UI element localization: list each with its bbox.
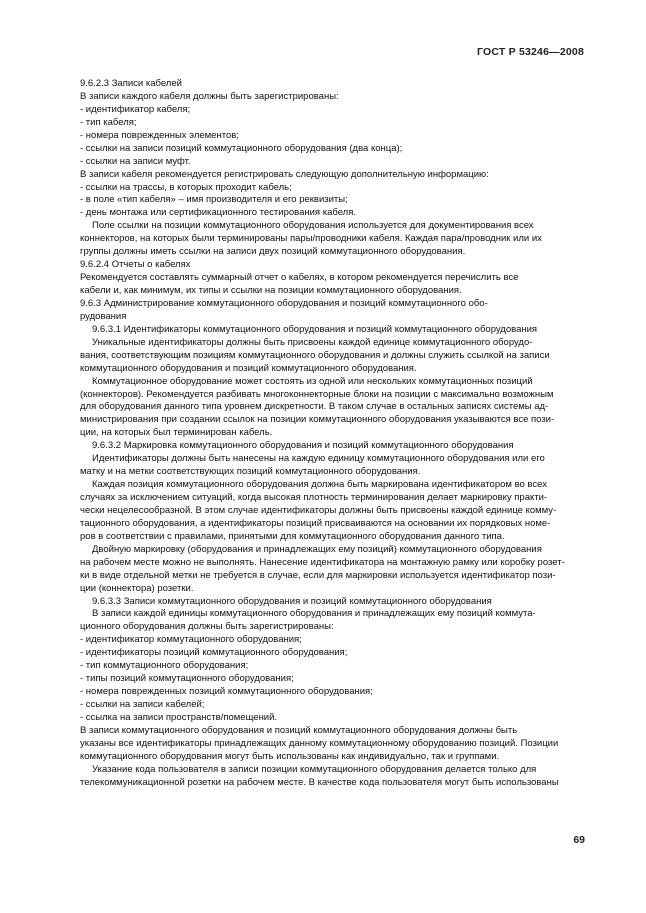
text-line: - ссылки на записи муфт. bbox=[80, 155, 191, 167]
text-line: - тип коммутационного оборудования; bbox=[80, 660, 249, 672]
page-number: 69 bbox=[573, 834, 585, 846]
text-line: - идентификаторы позиций коммутационного оборудования; bbox=[80, 647, 348, 659]
text-line: - тип кабеля; bbox=[80, 116, 137, 128]
text-line: В записи каждой единицы коммутационного оборудования и принадлежащих ему позиций коммута- bbox=[92, 608, 536, 620]
text-line: 9.6.3.2 Маркировка коммутационного оборудования и позиций коммутационного оборудования bbox=[92, 440, 514, 452]
text-line: - номера поврежденных элементов; bbox=[80, 129, 239, 141]
text-line: - ссылки на записи позиций коммутационного оборудования (два конца); bbox=[80, 142, 403, 154]
text-line: Поле ссылки на позиции коммутационного оборудования используется для документирования всех bbox=[92, 220, 534, 232]
text-line: вания, соответствующим позициям коммутационного оборудования и должны служить ссылкой на записи bbox=[80, 349, 550, 361]
text-line: 9.6.2.3 Записи кабелей bbox=[80, 78, 182, 89]
text-line: случаях за исключением ситуаций, когда высокая плотность терминирования делает маркировку практи- bbox=[80, 492, 548, 503]
text-line: Каждая позиция коммутационного оборудования должна быть маркирована идентификатором во всех bbox=[92, 479, 547, 491]
text-line: - ссылка на записи пространств/помещений. bbox=[80, 711, 278, 723]
text-line: (коннекторов). Рекомендуется разбивать многоконнекторные блоки на позиции с максимально возможным bbox=[80, 388, 554, 400]
text-line: для оборудования данного типа уровнем дискретности. В таком случае в остальных записях системы ад- bbox=[80, 401, 549, 413]
text-line: - ссылки на записи кабелей; bbox=[80, 699, 205, 710]
text-line: В записи коммутационного оборудования и позиций коммутационного оборудования должны быть bbox=[80, 724, 518, 736]
text-line: ции, на которых был терминирован кабель. bbox=[80, 427, 273, 439]
text-line: Коммутационное оборудование может состоять из одной или нескольких коммутационных позиций bbox=[92, 375, 533, 387]
text-line: - в поле «тип кабеля» – имя производителя и его реквизиты; bbox=[80, 194, 348, 206]
text-line: - идентификатор коммутационного оборудования; bbox=[80, 634, 302, 646]
text-line: - типы позиций коммутационного оборудования; bbox=[80, 673, 294, 685]
text-line: Двойную маркировку (оборудования и принадлежащих ему позиций) коммутационного оборудования bbox=[92, 543, 542, 555]
text-line: ционного оборудования должны быть зарегистрированы: bbox=[80, 621, 334, 633]
text-line: - ссылки на трассы, в которых проходит кабель; bbox=[80, 181, 292, 193]
text-line: указаны все идентификаторы принадлежащих данному коммутационному оборудованию позиций. Позиции bbox=[80, 737, 559, 749]
text-line: - идентификатор кабеля; bbox=[80, 103, 191, 115]
text-line: ции (коннектора) розетки. bbox=[80, 582, 194, 594]
text-line: группы должны иметь ссылки на записи двух позиций коммутационного оборудования. bbox=[80, 246, 466, 258]
text-line: чески нецелесообразной. В этом случае идентификаторы должны быть присвоены каждой единице комму- bbox=[80, 504, 557, 516]
text-line: матку и на метки соответствующих позиций коммутационного оборудования. bbox=[80, 466, 421, 478]
text-line: тационного оборудования, а идентификаторы позиций присваиваются на основании их порядковых номе- bbox=[80, 517, 551, 529]
text-line: коммутационного оборудования и позиций коммутационного оборудования. bbox=[80, 362, 417, 374]
text-line: Указание кода пользователя в записи позиции коммутационного оборудования делается только для bbox=[92, 763, 537, 775]
text-line: 9.6.2.4 Отчеты о кабелях bbox=[80, 259, 191, 271]
text-line: Рекомендуется составлять суммарный отчет о кабелях, в котором рекомендуется перечислить все bbox=[80, 272, 519, 284]
document-body bbox=[80, 78, 594, 790]
text-line: рудования bbox=[80, 310, 127, 322]
standard-header: ГОСТ Р 53246—2008 bbox=[476, 46, 584, 58]
text-line: коннекторов, на которых были терминированы пары/проводники кабеля. Каждая пара/проводник или их bbox=[80, 233, 542, 245]
text-line: - день монтажа или сертификационного тестирования кабеля. bbox=[80, 207, 356, 219]
text-line: телекоммуникационной розетки на рабочем месте. В качестве кода пользователя могут быть использованы bbox=[80, 776, 559, 788]
text-line: ки в виде отдельной метки не требуется в случае, если для маркировки используется идентификатор пози- bbox=[80, 569, 556, 581]
text-line: Идентификаторы должны быть нанесены на каждую единицу коммутационного оборудования или его bbox=[92, 453, 545, 465]
text-line: коммутационного оборудования могут быть использованы как индивидуально, так и группами. bbox=[80, 750, 500, 762]
text-line: 9.6.3.1 Идентификаторы коммутационного оборудования и позиций коммутационного оборудования bbox=[92, 323, 538, 335]
text-line: В записи кабеля рекомендуется регистрировать следующую дополнительную информацию: bbox=[80, 168, 489, 180]
text-line: кабели и, как минимум, их типы и ссылки на позиции коммутационного оборудования. bbox=[80, 285, 462, 296]
text-line: на рабочем месте можно не выполнять. Нанесение идентификатора на монтажную рамку или коробку розет- bbox=[80, 556, 565, 568]
text-line: В записи каждого кабеля должны быть зарегистрированы: bbox=[80, 90, 339, 102]
text-line: - номера поврежденных позиций коммутационного оборудования; bbox=[80, 686, 373, 698]
text-line: ров в соответствии с правилами, принятыми для коммутационного оборудования данного типа. bbox=[80, 530, 505, 542]
text-line: министрирования при создании ссылок на позиции коммутационного оборудования указываются все пози- bbox=[80, 414, 555, 426]
text-line: 9.6.3.3 Записи коммутационного оборудования и позиций коммутационного оборудования bbox=[92, 595, 492, 607]
text-line: 9.6.3 Администрирование коммутационного оборудования и позиций коммутационного обо- bbox=[80, 297, 488, 309]
text-line: Уникальные идентификаторы должны быть присвоены каждой единице коммутационного оборудо- bbox=[92, 336, 533, 348]
